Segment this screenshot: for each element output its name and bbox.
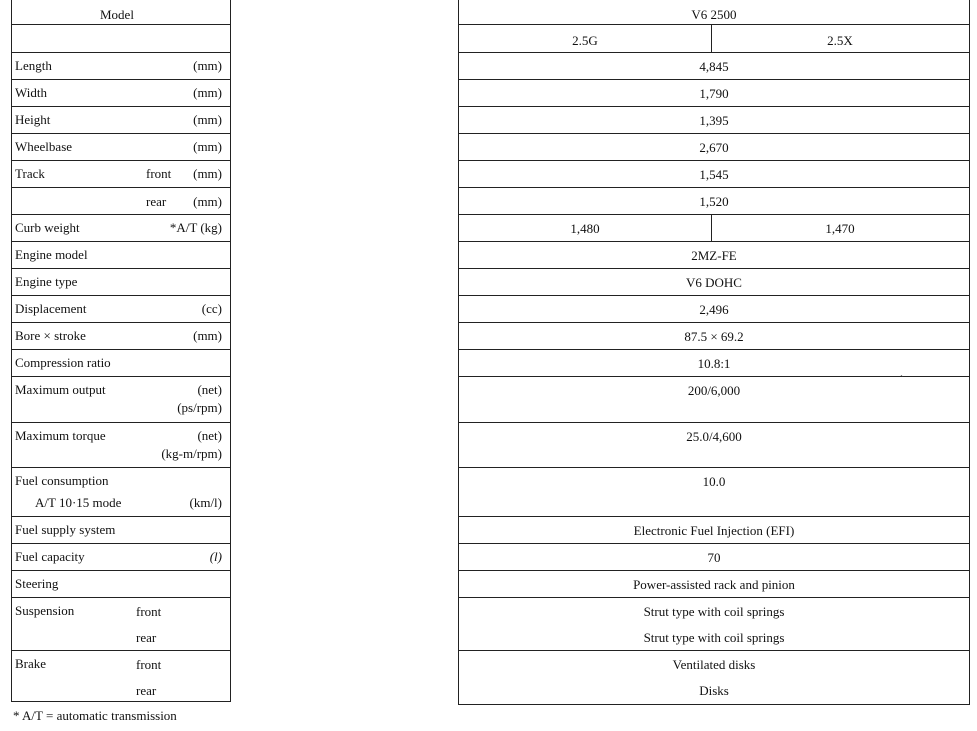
- curb-weight-2-5g: 1,480: [570, 221, 600, 236]
- wheelbase-row: [12, 133, 230, 160]
- wheelbase-value-row: [459, 133, 969, 160]
- header-row: [459, 0, 969, 24]
- engine-type-value-row: [459, 268, 969, 295]
- suspension-rear-value: Strut type with coil springs: [643, 630, 785, 645]
- fuel-capacity-row: [12, 543, 230, 570]
- engine-type-value: V6 DOHC: [686, 275, 742, 290]
- fuel-consumption-row: [12, 467, 230, 516]
- height-row: [12, 106, 230, 133]
- track-rear-value: 1,520: [699, 194, 729, 209]
- brake-label: Brake: [15, 656, 47, 671]
- max-torque-value: 25.0/4,600: [686, 429, 742, 444]
- fuel-consumption-value: 10.0: [702, 474, 726, 489]
- max-torque-unit-net: (net): [197, 428, 222, 443]
- grade-divider: [711, 25, 712, 52]
- fuel-capacity-label: Fuel capacity: [15, 549, 85, 564]
- curb-weight-value-row: [459, 214, 969, 241]
- height-value: 1,395: [699, 113, 729, 128]
- bore-stroke-value-row: [459, 322, 969, 349]
- steering-row: [12, 570, 230, 597]
- model-row: [12, 0, 230, 24]
- length-unit: (mm): [193, 58, 222, 73]
- track-rear-row: [12, 187, 230, 214]
- max-output-unit-net: (net): [197, 382, 222, 397]
- suspension-row: [12, 597, 230, 650]
- brake-value-row: [459, 650, 969, 705]
- suspension-label: Suspension: [15, 603, 75, 618]
- grade-row-blank: [12, 24, 230, 52]
- wheelbase-value: 2,670: [699, 140, 729, 155]
- length-row: [12, 52, 230, 79]
- bore-stroke-value: 87.5 × 69.2: [684, 329, 744, 344]
- curb-weight-divider: [711, 215, 712, 241]
- displacement-row: [12, 295, 230, 322]
- compression-row: [12, 349, 230, 376]
- displacement-label: Displacement: [15, 301, 87, 316]
- footnote: * A/T = automatic transmission: [13, 708, 177, 723]
- curb-weight-row: [12, 214, 230, 241]
- width-row: [12, 79, 230, 106]
- max-torque-unit: (kg-m/rpm): [161, 446, 222, 461]
- width-value: 1,790: [699, 86, 729, 101]
- length-value-row: [459, 52, 969, 79]
- max-output-label: Maximum output: [15, 382, 106, 397]
- fuel-supply-row: [12, 516, 230, 543]
- fuel-consumption-mode: A/T 10·15 mode: [35, 495, 122, 510]
- track-label: Track: [15, 166, 45, 181]
- suspension-front-value: Strut type with coil springs: [643, 604, 785, 619]
- length-label: Length: [15, 58, 52, 73]
- bore-stroke-label: Bore × stroke: [15, 328, 86, 343]
- compression-label: Compression ratio: [15, 355, 111, 370]
- fuel-capacity-value: 70: [707, 550, 721, 565]
- max-torque-label: Maximum torque: [15, 428, 106, 443]
- displacement-unit: (cc): [201, 301, 222, 316]
- track-front-row: [12, 160, 230, 187]
- steering-value: Power-assisted rack and pinion: [633, 577, 795, 592]
- width-value-row: [459, 79, 969, 106]
- engine-model-label: Engine model: [15, 247, 88, 262]
- fuel-capacity-value-row: [459, 543, 969, 570]
- max-torque-value-row: [459, 422, 969, 467]
- fuel-supply-value-row: [459, 516, 969, 543]
- displacement-value: 2,496: [699, 302, 729, 317]
- max-output-value-row: [459, 376, 969, 422]
- grade-2-5g: 2.5G: [572, 33, 598, 48]
- track-rear-unit: (mm): [193, 194, 222, 209]
- max-output-unit: (ps/rpm): [177, 400, 222, 415]
- track-front-unit: (mm): [193, 166, 222, 181]
- brake-row: [12, 650, 230, 702]
- height-label: Height: [15, 112, 51, 127]
- max-torque-row: [12, 422, 230, 467]
- engine-model-value-row: [459, 241, 969, 268]
- track-rear-value-row: [459, 187, 969, 214]
- brake-rear-label: rear: [136, 683, 157, 698]
- height-value-row: [459, 106, 969, 133]
- model-label: Model: [100, 7, 134, 22]
- fuel-supply-value: Electronic Fuel Injection (EFI): [633, 523, 795, 538]
- fuel-consumption-unit: (km/l): [189, 495, 222, 510]
- suspension-rear-label: rear: [136, 630, 157, 645]
- brake-front-value: Ventilated disks: [672, 657, 756, 672]
- max-output-value: 200/6,000: [687, 383, 741, 398]
- bore-stroke-unit: (mm): [193, 328, 222, 343]
- suspension-front-label: front: [136, 604, 162, 619]
- fuel-capacity-unit: (l): [209, 549, 222, 564]
- engine-model-row: [12, 241, 230, 268]
- bore-stroke-row: [12, 322, 230, 349]
- wheelbase-label: Wheelbase: [15, 139, 73, 154]
- displacement-value-row: [459, 295, 969, 322]
- fuel-consumption-label: Fuel consumption: [15, 473, 109, 488]
- curb-weight-unit: *A/T (kg): [169, 220, 222, 235]
- grade-row: [459, 24, 969, 52]
- width-label: Width: [15, 85, 47, 100]
- brake-front-label: front: [136, 657, 162, 672]
- grade-2-5x: 2.5X: [827, 33, 853, 48]
- track-rear-label: rear: [146, 194, 167, 209]
- engine-model-value: 2MZ-FE: [691, 248, 737, 263]
- model-header: V6 2500: [691, 7, 737, 22]
- compression-value-row: [459, 349, 969, 376]
- track-front-value-row: [459, 160, 969, 187]
- engine-type-row: [12, 268, 230, 295]
- suspension-value-row: [459, 597, 969, 650]
- max-output-row: [12, 376, 230, 422]
- fuel-supply-label: Fuel supply system: [15, 522, 116, 537]
- compression-value: 10.8:1: [697, 356, 731, 371]
- width-unit: (mm): [193, 85, 222, 100]
- height-unit: (mm): [193, 112, 222, 127]
- stray-mark: ˏ: [900, 366, 904, 377]
- wheelbase-unit: (mm): [193, 139, 222, 154]
- length-value: 4,845: [699, 59, 729, 74]
- spec-value-table: [458, 0, 970, 705]
- brake-rear-value: Disks: [699, 683, 729, 698]
- steering-value-row: [459, 570, 969, 597]
- spec-label-table: [11, 0, 231, 702]
- curb-weight-2-5x: 1,470: [825, 221, 855, 236]
- track-front-value: 1,545: [699, 167, 729, 182]
- steering-label: Steering: [15, 576, 59, 591]
- fuel-consumption-value-row: [459, 467, 969, 516]
- engine-type-label: Engine type: [15, 274, 78, 289]
- curb-weight-label: Curb weight: [15, 220, 80, 235]
- track-front-label: front: [146, 166, 172, 181]
